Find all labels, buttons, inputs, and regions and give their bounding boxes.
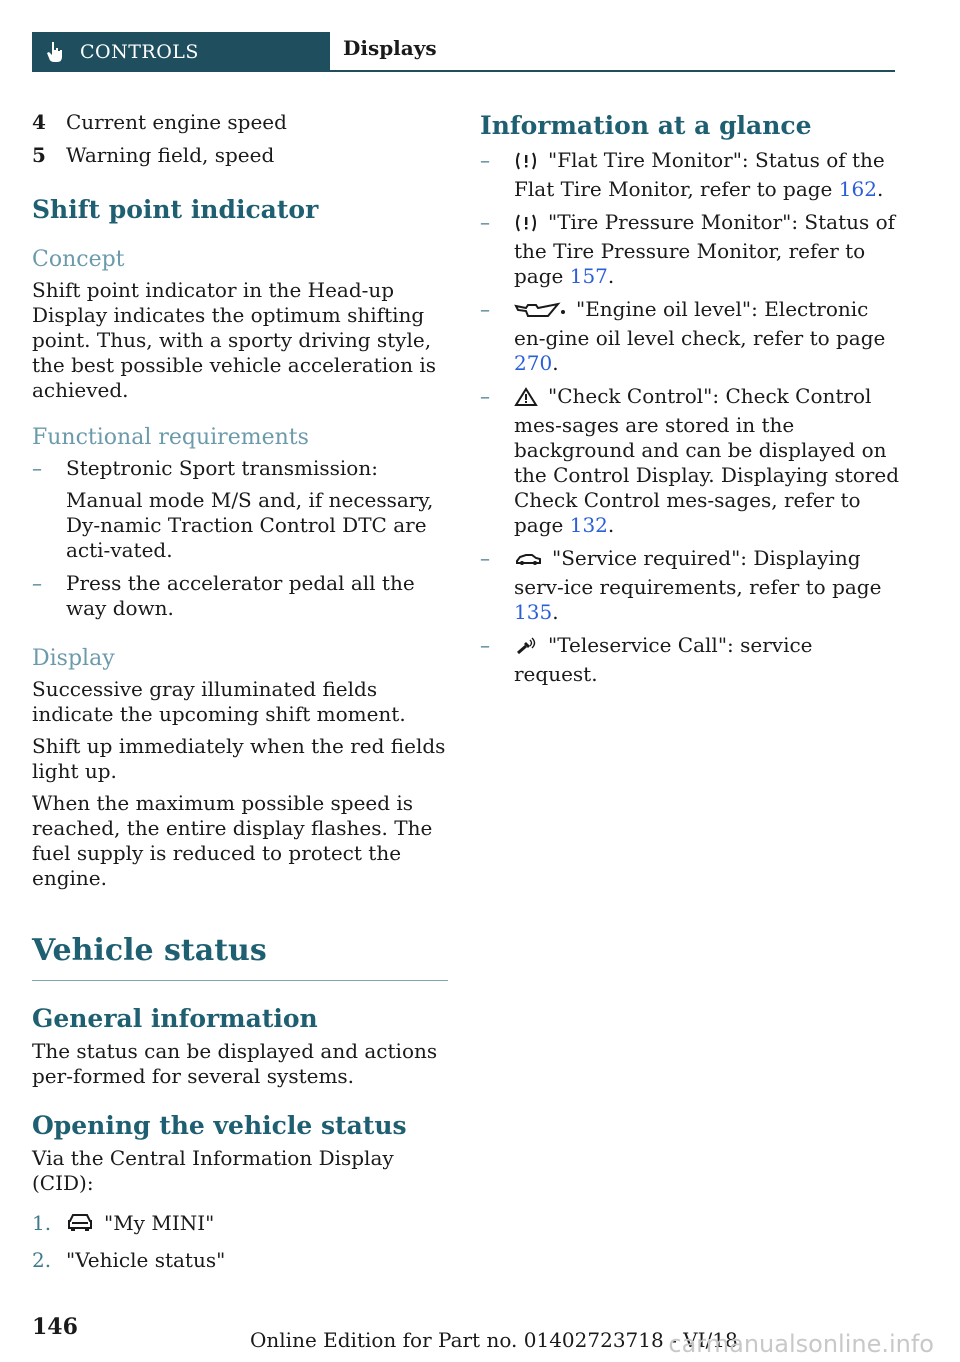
page-link[interactable]: 157 — [569, 264, 608, 288]
watermark: carmanualsonline.info — [668, 1330, 934, 1358]
right-column — [480, 110, 900, 695]
list-item: – Press the accelerator pedal all the way down. — [32, 571, 415, 620]
general-heading: General information — [32, 1004, 318, 1033]
list-item: 5 Warning field, speed — [32, 143, 275, 167]
step-item: 2. "Vehicle status" — [32, 1248, 226, 1272]
edition-footer: Online Edition for Part no. 01402723718 - VI/18 — [250, 1328, 738, 1352]
page-link[interactable]: 135 — [514, 600, 553, 624]
list-item: – Steptronic Sport transmission: Manual mode M/S and, if necessary, Dy-namic Traction Control DTC are acti-vated. — [32, 456, 434, 562]
car-icon — [66, 1211, 94, 1239]
section-title: CONTROLS — [80, 41, 199, 63]
left-column — [32, 110, 448, 1282]
info-heading: Information at a glance — [480, 111, 812, 140]
opening-heading: Opening the vehicle status — [32, 1111, 407, 1140]
general-text: The status can be displayed and actions per-formed for several systems. — [32, 1039, 438, 1088]
vehicle-status-heading: Vehicle status — [32, 933, 267, 968]
func-heading: Functional requirements — [32, 425, 309, 450]
opening-text: Via the Central Information Display (CID): — [32, 1146, 394, 1195]
display-heading: Display — [32, 646, 115, 671]
tire-pressure-icon — [514, 213, 538, 239]
concept-text: Shift point indicator in the Head-up Display indicates the optimum shifting point. Thus, with a sporty driving style, the best possible vehicle acceleration is achieved. — [32, 278, 437, 402]
section-tab — [32, 32, 330, 72]
step-item: 1. "My MINI" — [32, 1211, 448, 1239]
teleservice-wrench-icon — [514, 636, 538, 662]
header-rule — [330, 70, 895, 72]
service-car-icon — [514, 549, 542, 575]
page-number: 146 — [32, 1314, 78, 1340]
hand-pointer-icon — [44, 40, 68, 64]
list-item: – "Flat Tire Monitor": Status of the Flat Tire Monitor, refer to page 162. — [480, 148, 885, 201]
list-item: – "Check Control": Check Control mes-sages are stored in the background and can be displayed on the Control Display. Displaying stored Check Control mes-sages, refer to page 132. — [480, 384, 899, 537]
concept-heading: Concept — [32, 247, 125, 272]
list-item: – "Engine oil level": Electronic en-gine oil level check, refer to page 270. — [480, 297, 886, 375]
oil-can-icon — [514, 300, 566, 326]
list-item: – "Service required": Displaying serv-ice requirements, refer to page 135. — [480, 546, 882, 624]
display-text: When the maximum possible speed is reached, the entire display flashes. The fuel supply is reduced to protect the engine. — [32, 791, 433, 890]
flat-tire-icon — [514, 151, 538, 177]
list-item: 4 Current engine speed — [32, 110, 287, 134]
list-item: – "Teleservice Call": service request. — [480, 633, 813, 686]
page-link[interactable]: 132 — [569, 513, 608, 537]
display-text: Successive gray illuminated fields indicate the upcoming shift moment. — [32, 677, 406, 726]
page-link[interactable]: 270 — [514, 351, 553, 375]
display-text: Shift up immediately when the red fields light up. — [32, 734, 446, 783]
list-item: – "Tire Pressure Monitor": Status of the Tire Pressure Monitor, refer to page 157. — [480, 210, 896, 288]
warning-triangle-icon — [514, 387, 538, 413]
page-link[interactable]: 162 — [838, 177, 877, 201]
subsection-title: Displays — [343, 36, 437, 60]
shift-heading: Shift point indicator — [32, 195, 319, 224]
